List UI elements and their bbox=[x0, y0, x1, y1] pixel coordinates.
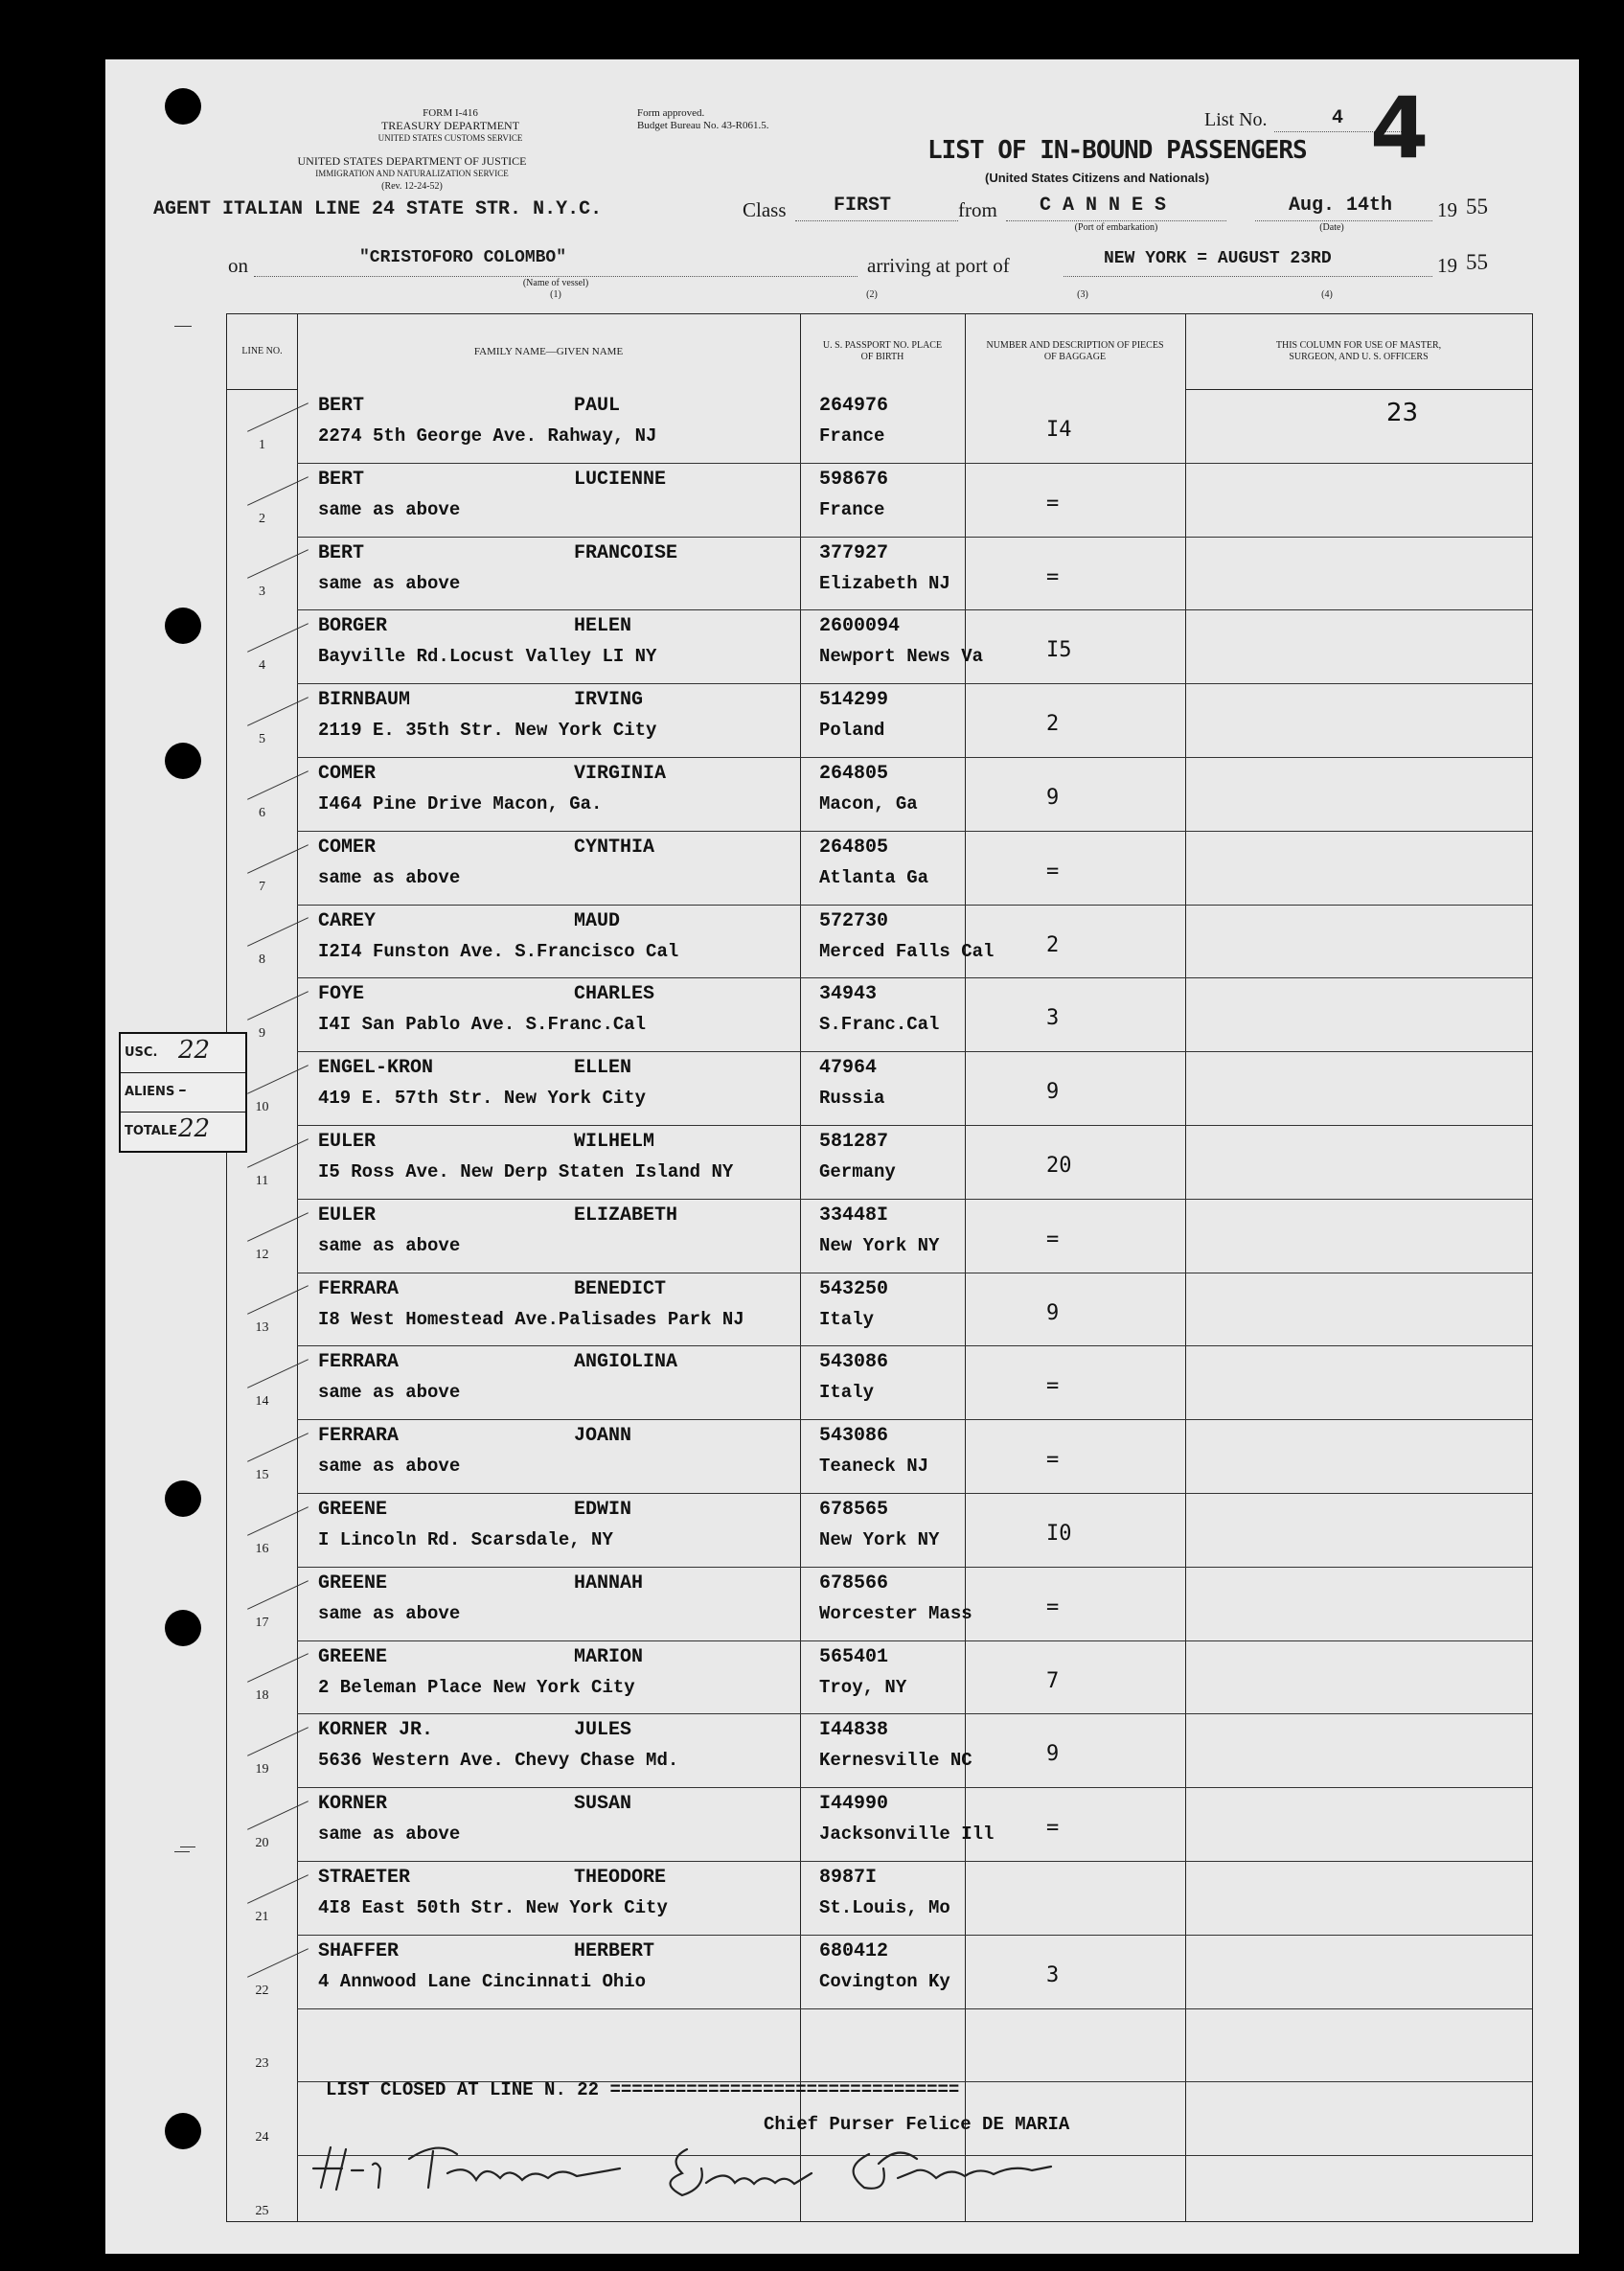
given-name: HELEN bbox=[574, 615, 632, 638]
address: same as above bbox=[318, 1234, 461, 1256]
address: I4I San Pablo Ave. S.Franc.Cal bbox=[318, 1014, 647, 1036]
col-header-name: FAMILY NAME—GIVEN NAME bbox=[473, 346, 624, 357]
line-number: 25 bbox=[255, 2203, 269, 2218]
line-number: 15 bbox=[255, 1467, 269, 1482]
baggage-count: 9 bbox=[1046, 1742, 1060, 1767]
handwritten-signature bbox=[304, 2130, 1109, 2207]
line-number: 2 bbox=[259, 511, 265, 526]
place-of-birth: Teaneck NJ bbox=[819, 1456, 929, 1478]
family-name: COMER bbox=[318, 763, 377, 785]
place-of-birth: New York NY bbox=[819, 1234, 940, 1256]
place-of-birth: New York NY bbox=[819, 1529, 940, 1550]
line-number: 14 bbox=[255, 1394, 269, 1410]
baggage-count: = bbox=[1046, 1448, 1060, 1473]
family-name: CAREY bbox=[318, 909, 377, 932]
place-of-birth: Merced Falls Cal bbox=[819, 940, 995, 962]
passport-number: 543250 bbox=[819, 1277, 889, 1300]
line-number: 1 bbox=[259, 437, 265, 452]
binder-hole bbox=[165, 88, 201, 125]
col-header-officers: THIS COLUMN FOR USE OF MASTER, SURGEON, AND U. S. OFFICERS bbox=[1275, 340, 1442, 362]
given-name: PAUL bbox=[574, 395, 621, 417]
baggage-count: 2 bbox=[1046, 932, 1060, 957]
table-row bbox=[227, 683, 1532, 757]
family-name: BERT bbox=[318, 468, 365, 491]
line-number: 4 bbox=[259, 658, 265, 674]
line-number: 16 bbox=[255, 1541, 269, 1556]
tally-total: TOTALE 22 bbox=[125, 1114, 211, 1143]
empty-row bbox=[227, 2008, 1532, 2082]
col-3-number: (3) bbox=[1077, 289, 1088, 300]
given-name: ELLEN bbox=[574, 1057, 632, 1080]
family-name: COMER bbox=[318, 836, 377, 859]
family-name: BIRNBAUM bbox=[318, 689, 411, 712]
table-row bbox=[227, 609, 1532, 683]
line-number: 6 bbox=[259, 805, 265, 820]
line-number: 12 bbox=[255, 1247, 269, 1262]
given-name: ANGIOLINA bbox=[574, 1351, 678, 1374]
form-approved: Form approved. bbox=[637, 107, 705, 119]
baggage-count: 2 bbox=[1046, 712, 1060, 737]
table-row bbox=[227, 1273, 1532, 1346]
place-of-birth: Covington Ky bbox=[819, 1970, 950, 1992]
passenger-table bbox=[226, 313, 1533, 2222]
given-name: HANNAH bbox=[574, 1571, 644, 1594]
place-of-birth: France bbox=[819, 498, 885, 520]
col-header-line: LINE NO. bbox=[241, 346, 283, 356]
given-name: CYNTHIA bbox=[574, 836, 655, 859]
table-row bbox=[227, 1199, 1532, 1273]
address: same as above bbox=[318, 498, 461, 520]
family-name: SHAFFER bbox=[318, 1939, 400, 1962]
address: I Lincoln Rd. Scarsdale, NY bbox=[318, 1529, 613, 1550]
baggage-count: I0 bbox=[1046, 1522, 1072, 1546]
baggage-count: I5 bbox=[1046, 638, 1072, 663]
given-name: LUCIENNE bbox=[574, 468, 667, 491]
table-row bbox=[227, 1051, 1532, 1125]
arriving-label: arriving at port of bbox=[867, 254, 1010, 277]
address: I464 Pine Drive Macon, Ga. bbox=[318, 793, 603, 814]
family-name: KORNER bbox=[318, 1793, 388, 1816]
line-number: 3 bbox=[259, 585, 265, 600]
passport-number: 543086 bbox=[819, 1351, 889, 1374]
tally-aliens: ALIENS - bbox=[121, 1073, 245, 1113]
baggage-count: = bbox=[1046, 1227, 1060, 1251]
address: same as above bbox=[318, 1456, 461, 1478]
table-row bbox=[227, 1345, 1532, 1419]
place-of-birth: France bbox=[819, 425, 885, 447]
address: 4I8 East 50th Str. New York City bbox=[318, 1897, 668, 1918]
check-mark bbox=[247, 623, 309, 652]
binder-hole bbox=[165, 2113, 201, 2149]
table-row bbox=[227, 1935, 1532, 2008]
address: 2274 5th George Ave. Rahway, NJ bbox=[318, 425, 657, 447]
address: 2119 E. 35th Str. New York City bbox=[318, 720, 657, 742]
binder-hole bbox=[165, 1610, 201, 1646]
passport-number: 8987I bbox=[819, 1867, 878, 1889]
place-of-birth: St.Louis, Mo bbox=[819, 1897, 950, 1918]
passport-number: 543086 bbox=[819, 1425, 889, 1448]
address: same as above bbox=[318, 572, 461, 594]
from-label: from bbox=[958, 198, 997, 221]
given-name: ELIZABETH bbox=[574, 1204, 678, 1227]
list-no-big: 4 bbox=[1370, 79, 1430, 177]
port-caption: (Port of embarkation) bbox=[1074, 222, 1158, 233]
check-mark bbox=[247, 1359, 309, 1388]
place-of-birth: Jacksonville Ill bbox=[819, 1824, 995, 1846]
baggage-count: 7 bbox=[1046, 1668, 1060, 1693]
manifest-page bbox=[105, 59, 1579, 2254]
line-number: 13 bbox=[255, 1320, 269, 1336]
list-closed: LIST CLOSED AT LINE N. 22 ================================ bbox=[326, 2079, 960, 2100]
place-of-birth: Italy bbox=[819, 1308, 875, 1330]
date-caption: (Date) bbox=[1319, 222, 1344, 233]
family-name: BERT bbox=[318, 541, 365, 564]
table-row bbox=[227, 1419, 1532, 1493]
binder-hole bbox=[165, 608, 201, 644]
arrival-port-date: NEW YORK = AUGUST 23RD bbox=[1104, 249, 1332, 268]
place-of-birth: Russia bbox=[819, 1088, 885, 1110]
family-name: EULER bbox=[318, 1204, 377, 1227]
check-mark bbox=[247, 1138, 309, 1167]
family-name: EULER bbox=[318, 1131, 377, 1153]
binder-hole bbox=[165, 1480, 201, 1517]
chief-purser: Chief Purser Felice DE MARIA bbox=[764, 2114, 1070, 2135]
baggage-count: 9 bbox=[1046, 1300, 1060, 1325]
ins-service: IMMIGRATION AND NATURALIZATION SERVICE bbox=[315, 169, 509, 178]
place-of-birth: Kernesville NC bbox=[819, 1750, 972, 1772]
check-mark bbox=[247, 1065, 309, 1093]
family-name: FERRARA bbox=[318, 1277, 400, 1300]
line-number: 10 bbox=[255, 1099, 269, 1114]
place-of-birth: Italy bbox=[819, 1382, 875, 1404]
given-name: VIRGINIA bbox=[574, 763, 667, 785]
department-of-justice: UNITED STATES DEPARTMENT OF JUSTICE bbox=[297, 154, 527, 168]
port-of-embarkation: C A N N E S bbox=[1040, 195, 1167, 217]
address: same as above bbox=[318, 866, 461, 888]
given-name: MARION bbox=[574, 1645, 644, 1668]
place-of-birth: Troy, NY bbox=[819, 1676, 907, 1698]
class-value: FIRST bbox=[834, 195, 892, 217]
check-mark bbox=[247, 1212, 309, 1241]
given-name: SUSAN bbox=[574, 1793, 632, 1816]
passport-number: 514299 bbox=[819, 689, 889, 712]
place-of-birth: Elizabeth NJ bbox=[819, 572, 950, 594]
table-row bbox=[227, 1787, 1532, 1861]
line-number: 7 bbox=[259, 879, 265, 894]
list-no-label: List No. bbox=[1204, 109, 1268, 130]
table-row bbox=[227, 1861, 1532, 1935]
place-of-birth: Worcester Mass bbox=[819, 1602, 972, 1624]
vessel-name: "CRISTOFORO COLOMBO" bbox=[359, 248, 567, 267]
family-name: BORGER bbox=[318, 615, 388, 638]
baggage-count: = bbox=[1046, 491, 1060, 516]
col-1-number: (1) bbox=[550, 289, 561, 300]
line-number: 24 bbox=[255, 2130, 269, 2145]
line-number: 18 bbox=[255, 1688, 269, 1704]
baggage-count: = bbox=[1046, 564, 1060, 589]
passport-number: 598676 bbox=[819, 468, 889, 491]
place-of-birth: Germany bbox=[819, 1161, 896, 1182]
check-mark bbox=[247, 1506, 309, 1535]
address: I8 West Homestead Ave.Palisades Park NJ bbox=[318, 1308, 744, 1330]
check-mark bbox=[247, 550, 309, 579]
address: same as above bbox=[318, 1382, 461, 1404]
given-name: WILHELM bbox=[574, 1131, 655, 1153]
table-row bbox=[227, 1713, 1532, 1787]
address: I5 Ross Ave. New Derp Staten Island NY bbox=[318, 1161, 734, 1182]
form-number: FORM I-416 bbox=[423, 107, 478, 119]
given-name: THEODORE bbox=[574, 1867, 667, 1889]
table-row bbox=[227, 463, 1532, 537]
given-name: JOANN bbox=[574, 1425, 632, 1448]
baggage-count: = bbox=[1046, 1816, 1060, 1841]
family-name: GREENE bbox=[318, 1645, 388, 1668]
family-name: GREENE bbox=[318, 1499, 388, 1521]
passport-number: 264805 bbox=[819, 836, 889, 859]
family-name: FERRARA bbox=[318, 1425, 400, 1448]
place-of-birth: Newport News Va bbox=[819, 646, 984, 668]
place-of-birth: Macon, Ga bbox=[819, 793, 918, 814]
table-row bbox=[227, 537, 1532, 610]
baggage-count: 9 bbox=[1046, 786, 1060, 810]
baggage-count: 9 bbox=[1046, 1080, 1060, 1105]
place-of-birth: Atlanta Ga bbox=[819, 866, 929, 888]
check-mark bbox=[247, 1286, 309, 1315]
passport-number: 34943 bbox=[819, 983, 878, 1006]
passport-number: 33448I bbox=[819, 1204, 889, 1227]
revision: (Rev. 12-24-52) bbox=[381, 181, 443, 192]
given-name: EDWIN bbox=[574, 1499, 632, 1521]
family-name: BERT bbox=[318, 395, 365, 417]
year: 55 bbox=[1466, 195, 1488, 218]
baggage-count: = bbox=[1046, 859, 1060, 883]
baggage-count: = bbox=[1046, 1374, 1060, 1399]
officer-note: 23 bbox=[1386, 399, 1419, 427]
line-number: 20 bbox=[255, 1835, 269, 1850]
passport-number: 264805 bbox=[819, 763, 889, 785]
family-name: FOYE bbox=[318, 983, 365, 1006]
place-of-birth: S.Franc.Cal bbox=[819, 1014, 940, 1036]
table-row bbox=[227, 1640, 1532, 1714]
check-mark bbox=[247, 1580, 309, 1609]
family-name: GREENE bbox=[318, 1571, 388, 1594]
check-mark bbox=[247, 1654, 309, 1683]
check-mark bbox=[247, 1874, 309, 1903]
address: same as above bbox=[318, 1602, 461, 1624]
address: same as above bbox=[318, 1824, 461, 1846]
baggage-count: 3 bbox=[1046, 1962, 1060, 1987]
baggage-count: 3 bbox=[1046, 1006, 1060, 1031]
col-header-baggage: NUMBER AND DESCRIPTION OF PIECES OF BAGGAGE bbox=[986, 340, 1164, 362]
line-number: 22 bbox=[255, 1983, 269, 1998]
year-prefix: 19 bbox=[1437, 198, 1457, 221]
family-name: FERRARA bbox=[318, 1351, 400, 1374]
check-mark bbox=[247, 1801, 309, 1829]
check-mark bbox=[247, 770, 309, 799]
vessel-caption: (Name of vessel) bbox=[522, 278, 589, 288]
table-row bbox=[227, 1567, 1532, 1640]
line-number: 9 bbox=[259, 1026, 265, 1042]
table-row bbox=[227, 389, 1532, 463]
given-name: MAUD bbox=[574, 909, 621, 932]
baggage-count: = bbox=[1046, 1594, 1060, 1619]
passport-number: 680412 bbox=[819, 1939, 889, 1962]
address: 4 Annwood Lane Cincinnati Ohio bbox=[318, 1970, 647, 1992]
line-number: 21 bbox=[255, 1909, 269, 1924]
passport-number: I44990 bbox=[819, 1793, 889, 1816]
passport-number: 581287 bbox=[819, 1131, 889, 1153]
table-row bbox=[227, 1493, 1532, 1567]
arrival-year: 55 bbox=[1466, 250, 1488, 274]
passport-number: 47964 bbox=[819, 1057, 878, 1080]
passport-number: I44838 bbox=[819, 1719, 889, 1742]
on-label: on bbox=[228, 254, 248, 277]
budget-bureau: Budget Bureau No. 43-R061.5. bbox=[637, 120, 769, 131]
given-name: JULES bbox=[574, 1719, 632, 1742]
line-number: 23 bbox=[255, 2056, 269, 2072]
departure-date: Aug. 14th bbox=[1289, 195, 1393, 217]
passport-number: 264976 bbox=[819, 395, 889, 417]
address: 419 E. 57th Str. New York City bbox=[318, 1088, 647, 1110]
check-mark bbox=[247, 918, 309, 947]
baggage-count: 20 bbox=[1046, 1154, 1072, 1178]
tally-usc: USC. 22 bbox=[121, 1034, 245, 1073]
passport-number: 678565 bbox=[819, 1499, 889, 1521]
arrival-year-prefix: 19 bbox=[1437, 254, 1457, 277]
passport-number: 2600094 bbox=[819, 615, 901, 638]
passport-number: 572730 bbox=[819, 909, 889, 932]
check-mark bbox=[247, 1433, 309, 1461]
given-name: HERBERT bbox=[574, 1939, 655, 1962]
table-row bbox=[227, 977, 1532, 1051]
check-mark bbox=[247, 402, 309, 431]
manifest-subtitle: (United States Citizens and Nationals) bbox=[985, 171, 1210, 185]
line-number: 11 bbox=[255, 1173, 269, 1188]
given-name: BENEDICT bbox=[574, 1277, 667, 1300]
table-row bbox=[227, 831, 1532, 905]
tally-box bbox=[119, 1032, 247, 1153]
given-name: CHARLES bbox=[574, 983, 655, 1006]
given-name: FRANCOISE bbox=[574, 541, 678, 564]
agent: AGENT ITALIAN LINE 24 STATE STR. N.Y.C. bbox=[153, 198, 603, 220]
address: Bayville Rd.Locust Valley LI NY bbox=[318, 646, 657, 668]
table-row bbox=[227, 757, 1532, 831]
check-mark bbox=[247, 476, 309, 505]
line-number: 17 bbox=[255, 1615, 269, 1630]
passport-number: 377927 bbox=[819, 541, 889, 564]
col-2-number: (2) bbox=[866, 289, 878, 300]
check-mark bbox=[247, 844, 309, 873]
family-name: STRAETER bbox=[318, 1867, 411, 1889]
line-number: 5 bbox=[259, 731, 265, 746]
line-number: 19 bbox=[255, 1762, 269, 1778]
check-mark bbox=[247, 697, 309, 725]
passport-number: 565401 bbox=[819, 1645, 889, 1668]
line-number: 8 bbox=[259, 952, 265, 968]
family-name: ENGEL-KRON bbox=[318, 1057, 434, 1080]
binder-hole bbox=[165, 743, 201, 779]
check-mark bbox=[247, 991, 309, 1020]
address: 2 Beleman Place New York City bbox=[318, 1676, 635, 1698]
class-label: Class bbox=[743, 198, 787, 221]
address: 5636 Western Ave. Chevy Chase Md. bbox=[318, 1750, 679, 1772]
table-row bbox=[227, 1125, 1532, 1199]
passport-number: 678566 bbox=[819, 1571, 889, 1594]
treasury-department: TREASURY DEPARTMENT bbox=[380, 119, 520, 132]
check-mark bbox=[247, 1727, 309, 1755]
table-row bbox=[227, 905, 1532, 978]
given-name: IRVING bbox=[574, 689, 644, 712]
manifest-title: LIST OF IN-BOUND PASSENGERS bbox=[927, 136, 1307, 165]
col-header-passport: U. S. PASSPORT NO. PLACE OF BIRTH bbox=[822, 340, 943, 362]
list-no-small: 4 bbox=[1332, 107, 1344, 129]
address: I2I4 Funston Ave. S.Francisco Cal bbox=[318, 940, 679, 962]
baggage-count: I4 bbox=[1046, 418, 1072, 442]
col-4-number: (4) bbox=[1321, 289, 1333, 300]
family-name: KORNER JR. bbox=[318, 1719, 434, 1742]
check-mark bbox=[247, 1948, 309, 1977]
place-of-birth: Poland bbox=[819, 720, 885, 742]
customs-service: UNITED STATES CUSTOMS SERVICE bbox=[377, 133, 523, 143]
